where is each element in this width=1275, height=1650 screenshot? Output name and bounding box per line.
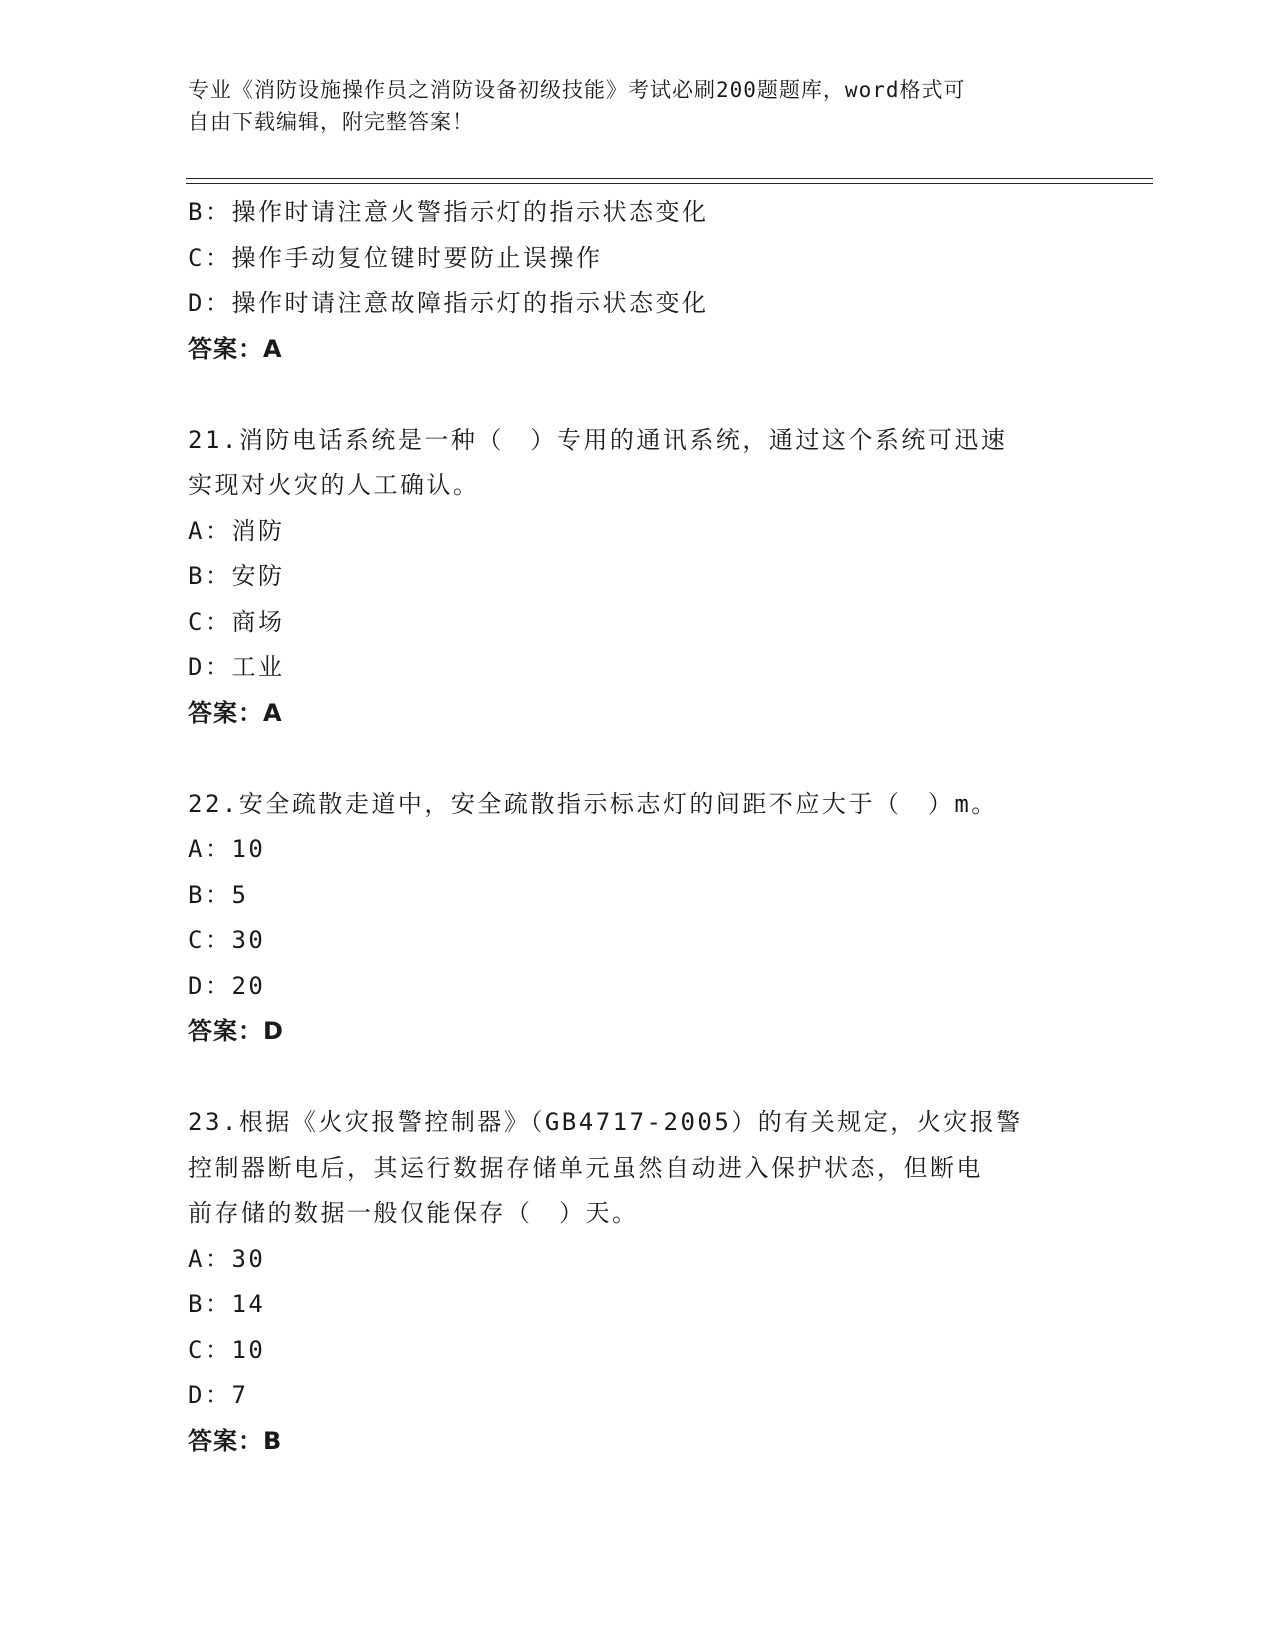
option-b: B：14 [188, 1290, 266, 1318]
option-d: D：工业 [188, 653, 285, 681]
spacer [188, 1055, 1088, 1101]
header-divider-bottom [186, 183, 1153, 184]
option-c: C：10 [188, 1335, 266, 1364]
option-b: B：5 [188, 880, 249, 909]
option-d: D：7 [188, 1381, 249, 1409]
option-b: B：操作时请注意火警指示灯的指示状态变化 [188, 198, 709, 226]
spacer [188, 372, 1088, 418]
option-a: A：10 [188, 835, 266, 863]
question-22 [188, 782, 1088, 1055]
header-divider-top [186, 178, 1153, 179]
question-stem-line: 实现对火灾的人工确认。 [188, 471, 480, 499]
document-header [188, 74, 1078, 138]
option-a: A：消防 [188, 516, 285, 545]
answer-line: 答案：A [188, 334, 283, 363]
question-stem-line: 22.安全疏散走道中，安全疏散指示标志灯的间距不应大于（ ）m。 [188, 789, 998, 818]
option-d: D：20 [188, 971, 266, 1000]
question-list [188, 190, 1088, 1464]
question-21 [188, 418, 1088, 737]
question-23 [188, 1100, 1088, 1464]
question-stem-line: 21.消防电话系统是一种（ ）专用的通讯系统，通过这个系统可迅速 [188, 425, 1008, 454]
answer-line: 答案：D [188, 1017, 284, 1045]
spacer [188, 736, 1088, 782]
option-c: C：操作手动复位键时要防止误操作 [188, 243, 603, 272]
header-title-line-2: 自由下载编辑，附完整答案！ [188, 110, 474, 134]
option-c: C：商场 [188, 607, 285, 636]
question-20 [188, 190, 1088, 372]
option-c: C：30 [188, 926, 266, 954]
answer-line: 答案：A [188, 698, 283, 727]
header-title-line-1: 专业《消防设施操作员之消防设备初级技能》考试必刷200题题库，word格式可 [188, 78, 966, 102]
question-stem-line: 前存储的数据一般仅能保存（ ）天。 [188, 1199, 639, 1227]
question-stem-line: 23.根据《火灾报警控制器》（GB4717-2005）的有关规定，火灾报警 [188, 1108, 1023, 1136]
option-d: D：操作时请注意故障指示灯的指示状态变化 [188, 289, 709, 317]
option-b: B：安防 [188, 562, 285, 590]
option-a: A：30 [188, 1244, 266, 1273]
answer-line: 答案：B [188, 1426, 283, 1455]
question-stem-line: 控制器断电后，其运行数据存储单元虽然自动进入保护状态，但断电 [188, 1153, 983, 1182]
